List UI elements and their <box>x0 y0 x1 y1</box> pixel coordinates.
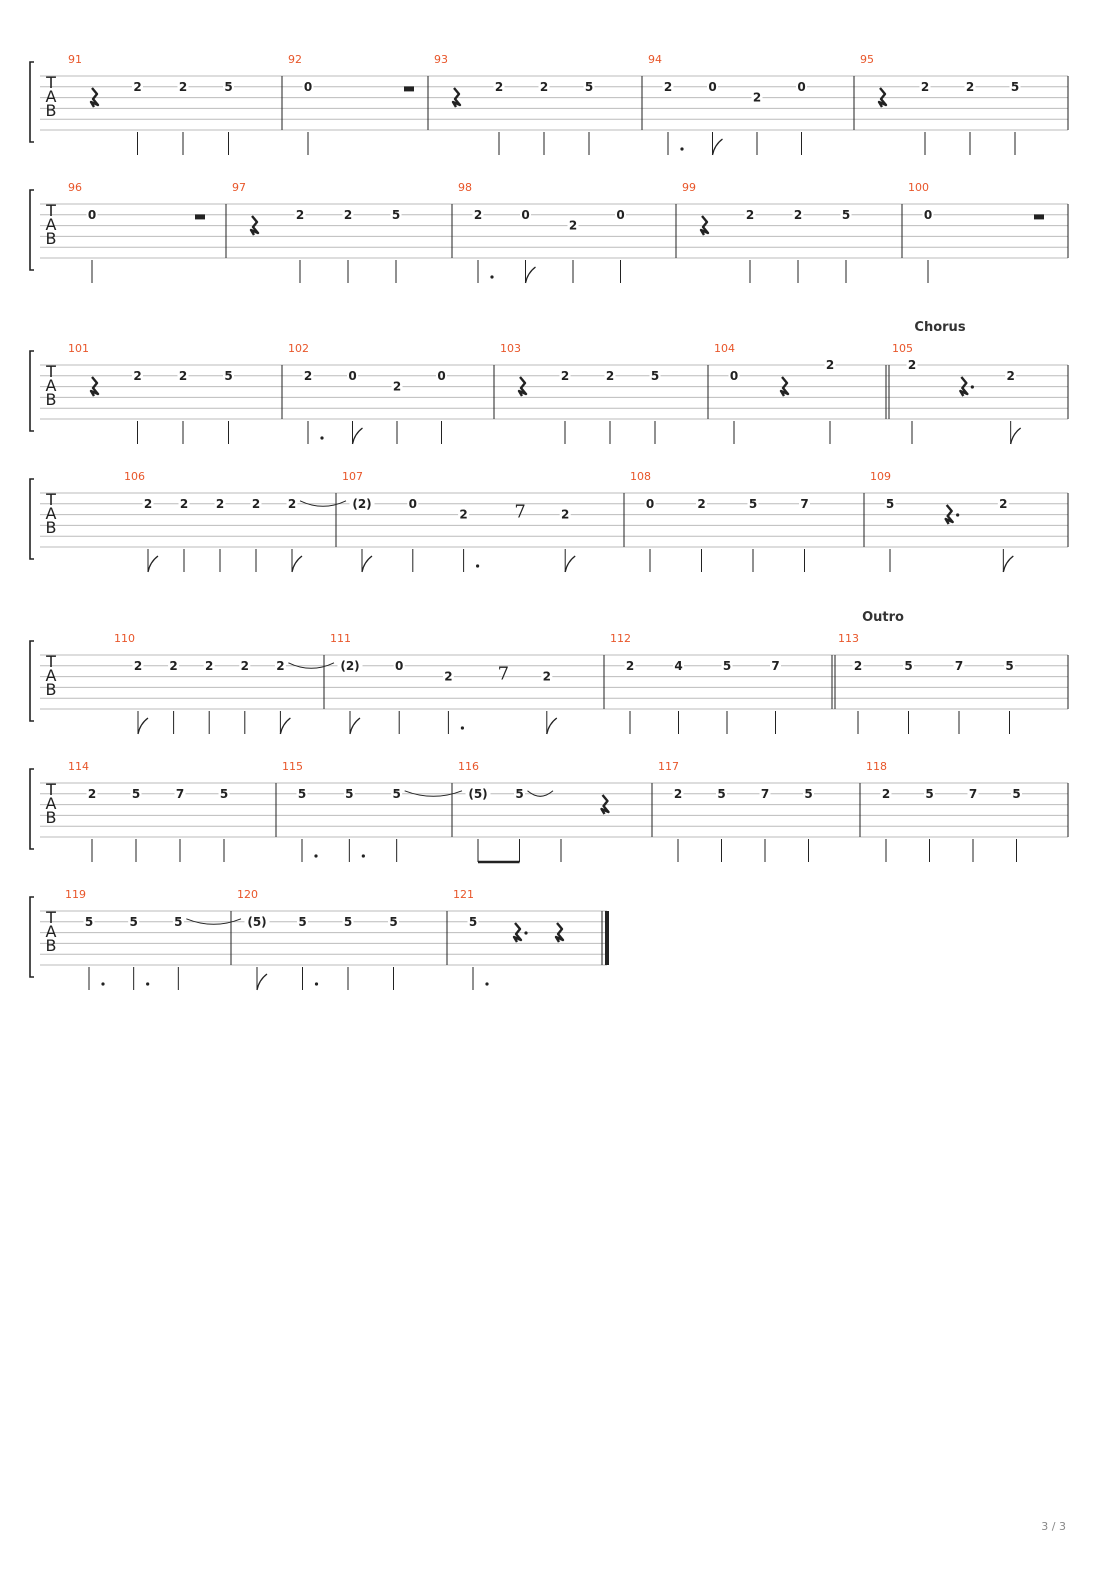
fret-number: 5 <box>343 914 353 929</box>
fret-number: 2 <box>251 496 261 511</box>
note-flag <box>257 974 267 990</box>
system-bracket <box>30 769 34 849</box>
fret-number: (5) <box>247 914 267 929</box>
rhythm-dot <box>314 854 317 857</box>
rest-dot <box>524 931 527 934</box>
tab-system <box>30 181 1068 283</box>
fret-number: 2 <box>561 507 570 522</box>
note-flag <box>713 139 723 155</box>
fret-number: 2 <box>752 90 762 105</box>
note-flag <box>1011 428 1021 444</box>
measure-number: 105 <box>892 342 913 355</box>
measure <box>708 342 836 444</box>
page-number: 3 / 3 <box>1041 1520 1066 1533</box>
fret-number: 0 <box>408 496 417 511</box>
measure-number: 93 <box>434 53 448 66</box>
measure <box>832 632 1015 734</box>
measure-number: 113 <box>838 632 859 645</box>
fret-number: 2 <box>295 207 305 222</box>
fret-number: 2 <box>568 218 578 233</box>
fret-number: 2 <box>287 496 297 511</box>
measure <box>231 888 399 990</box>
fret-number: 5 <box>748 496 758 511</box>
note-flag <box>526 267 536 283</box>
tab-system <box>30 888 609 990</box>
fret-number: 2 <box>825 358 835 372</box>
tab-clef-letter: A <box>45 376 57 395</box>
fret-number: (5) <box>468 786 488 801</box>
note-flag <box>292 556 302 572</box>
fret-number: 2 <box>494 79 504 94</box>
fret-number: 5 <box>224 368 233 383</box>
fret-number: 2 <box>1006 368 1015 383</box>
tab-clef-letter: T <box>46 908 56 927</box>
fret-number: 2 <box>87 786 97 801</box>
fret-number: 5 <box>841 207 851 222</box>
measure <box>65 888 241 990</box>
measure <box>886 342 1021 444</box>
measure-number: 114 <box>68 760 89 773</box>
fret-number: 0 <box>348 368 357 383</box>
tab-clef-letter: B <box>45 808 57 827</box>
measure-number: 95 <box>860 53 874 66</box>
tab-system <box>30 53 1068 155</box>
fret-number: 2 <box>240 658 249 673</box>
fret-number: 0 <box>797 79 806 94</box>
tab-system <box>30 470 1068 572</box>
fret-number: 5 <box>804 786 813 801</box>
half-rest <box>404 86 414 91</box>
tab-system <box>30 610 1068 734</box>
fret-number: 2 <box>745 207 755 222</box>
final-barline-thick <box>605 911 609 965</box>
tab-clef-letter: T <box>46 652 56 671</box>
rhythm-dot <box>490 275 493 278</box>
measure-number: 121 <box>453 888 474 901</box>
eighth-rest: 7 <box>514 501 526 523</box>
tab-system <box>30 760 1068 862</box>
fret-number: 2 <box>625 658 635 673</box>
fret-number: 2 <box>343 207 353 222</box>
measure <box>624 470 810 572</box>
measure <box>452 760 609 862</box>
fret-number: 7 <box>760 786 770 801</box>
measure-number: 101 <box>68 342 89 355</box>
fret-number: 0 <box>645 496 655 511</box>
fret-number: (2) <box>340 658 360 673</box>
fret-number: 5 <box>129 914 138 929</box>
fret-number: 2 <box>793 207 803 222</box>
tab-clef-letter: B <box>45 229 57 248</box>
measure <box>447 888 563 990</box>
fret-number: 2 <box>178 368 188 383</box>
measure-number: 91 <box>68 53 82 66</box>
fret-number: 5 <box>650 368 660 383</box>
rhythm-dot <box>461 726 464 729</box>
fret-number: 5 <box>584 79 594 94</box>
fret-number: 5 <box>925 786 934 801</box>
fret-number: 2 <box>881 786 891 801</box>
tab-clef-letter: A <box>45 922 57 941</box>
measure <box>282 53 414 155</box>
fret-number: 0 <box>303 79 313 94</box>
fret-number: 5 <box>885 496 895 511</box>
measure <box>494 342 661 444</box>
fret-number: 4 <box>674 658 683 673</box>
fret-number: 0 <box>616 207 625 222</box>
section-title: Chorus <box>914 320 966 335</box>
fret-number: 5 <box>391 207 401 222</box>
fret-number: 5 <box>717 786 726 801</box>
fret-number: 2 <box>133 368 142 383</box>
fret-number: 2 <box>179 496 189 511</box>
measure-number: 100 <box>908 181 929 194</box>
measure-number: 109 <box>870 470 891 483</box>
tab-clef-letter: T <box>46 201 56 220</box>
fret-number: 2 <box>560 368 570 383</box>
rhythm-dot <box>315 982 318 985</box>
system-bracket <box>30 62 34 142</box>
rhythm-dot <box>320 436 323 439</box>
tab-clef-letter: A <box>45 87 57 106</box>
fret-number: 7 <box>800 496 809 511</box>
system-bracket <box>30 641 34 721</box>
rhythm-dot <box>680 147 683 150</box>
measure <box>452 181 626 283</box>
measure-number: 119 <box>65 888 86 901</box>
tab-clef-letter: B <box>45 101 57 120</box>
fret-number: 2 <box>392 379 402 394</box>
measure <box>642 53 807 155</box>
fret-number: 2 <box>965 79 975 94</box>
measure <box>226 181 402 283</box>
note-flag <box>138 718 148 734</box>
measure-number: 97 <box>232 181 246 194</box>
half-rest <box>1034 214 1044 219</box>
fret-number: 5 <box>345 786 354 801</box>
measure-number: 103 <box>500 342 521 355</box>
fret-number: 2 <box>605 368 615 383</box>
measure-number: 106 <box>124 470 145 483</box>
measure-number: 120 <box>237 888 258 901</box>
fret-number: 5 <box>515 786 524 801</box>
fret-number: 2 <box>169 658 178 673</box>
measure-number: 111 <box>330 632 351 645</box>
fret-number: 2 <box>539 79 549 94</box>
fret-number: 7 <box>175 786 185 801</box>
tab-clef-letter: T <box>46 362 56 381</box>
fret-number: 5 <box>224 79 233 94</box>
measure-number: 107 <box>342 470 363 483</box>
fret-number: 5 <box>1010 79 1020 94</box>
fret-number: 2 <box>303 368 313 383</box>
fret-number: 2 <box>853 658 863 673</box>
measure-number: 104 <box>714 342 735 355</box>
fret-number: 2 <box>663 79 673 94</box>
tab-system <box>30 320 1068 444</box>
half-rest <box>195 214 205 219</box>
measure-number: 118 <box>866 760 887 773</box>
measure-number: 110 <box>114 632 135 645</box>
measure-number: 115 <box>282 760 303 773</box>
fret-number: (2) <box>352 496 372 511</box>
fret-number: 5 <box>1012 786 1021 801</box>
fret-number: 2 <box>215 496 225 511</box>
measure <box>68 53 234 155</box>
fret-number: 5 <box>904 658 913 673</box>
measure <box>860 760 1022 862</box>
measure-number: 108 <box>630 470 651 483</box>
note-flag <box>353 428 363 444</box>
measure <box>124 470 346 572</box>
tab-clef-letter: B <box>45 936 57 955</box>
system-bracket <box>30 479 34 559</box>
fret-number: 2 <box>999 496 1008 511</box>
fret-number: 5 <box>84 914 94 929</box>
fret-number: 2 <box>920 79 930 94</box>
measure <box>324 632 557 734</box>
measure-number: 116 <box>458 760 479 773</box>
rhythm-dot <box>362 854 365 857</box>
eighth-rest: 7 <box>497 663 510 685</box>
fret-number: 5 <box>1005 658 1014 673</box>
fret-number: 2 <box>178 79 188 94</box>
measure-number: 117 <box>658 760 679 773</box>
measure <box>336 470 575 572</box>
measure <box>114 632 334 734</box>
rhythm-dot <box>476 564 479 567</box>
measure <box>276 760 462 862</box>
measure <box>428 53 595 155</box>
tab-clef-letter: T <box>46 73 56 92</box>
measure-number: 98 <box>458 181 472 194</box>
tab-clef-letter: B <box>45 518 57 537</box>
fret-number: 5 <box>174 914 183 929</box>
note-flag <box>280 718 290 734</box>
measure <box>604 632 781 734</box>
tab-clef-letter: B <box>45 680 57 699</box>
tab-clef-letter: T <box>46 780 56 799</box>
fret-number: 7 <box>771 658 780 673</box>
system-bracket <box>30 897 34 977</box>
fret-number: 0 <box>437 368 446 383</box>
fret-number: 5 <box>298 914 307 929</box>
fret-number: 5 <box>722 658 732 673</box>
measure-number: 94 <box>648 53 662 66</box>
fret-number: 7 <box>968 786 978 801</box>
fret-number: 0 <box>521 207 530 222</box>
fret-number: 2 <box>673 786 683 801</box>
tab-clef-letter: A <box>45 504 57 523</box>
note-flag <box>547 718 557 734</box>
measure <box>676 181 852 283</box>
measure <box>68 181 205 283</box>
fret-number: 2 <box>444 669 453 684</box>
measure <box>68 342 234 444</box>
fret-number: 5 <box>392 786 401 801</box>
tab-clef-letter: A <box>45 794 57 813</box>
tab-clef-letter: A <box>45 666 57 685</box>
system-bracket <box>30 190 34 270</box>
measure <box>68 760 230 862</box>
measure <box>652 760 814 862</box>
fret-number: 5 <box>219 786 229 801</box>
note-flag <box>1003 556 1013 572</box>
fret-number: 0 <box>87 207 97 222</box>
measure-number: 92 <box>288 53 302 66</box>
fret-number: 5 <box>468 914 478 929</box>
rhythm-dot <box>146 982 149 985</box>
fret-number: 2 <box>133 658 143 673</box>
rhythm-dot <box>485 982 488 985</box>
measure <box>854 53 1021 155</box>
note-flag <box>565 556 575 572</box>
measure <box>282 342 447 444</box>
rhythm-dot <box>101 982 104 985</box>
tab-clef-letter: A <box>45 215 57 234</box>
measure-number: 99 <box>682 181 696 194</box>
measure-number: 102 <box>288 342 309 355</box>
fret-number: 7 <box>954 658 964 673</box>
fret-number: 2 <box>907 358 917 372</box>
tab-clef-letter: B <box>45 390 57 409</box>
fret-number: 2 <box>697 496 706 511</box>
measure-number: 96 <box>68 181 82 194</box>
measure <box>902 181 1044 283</box>
fret-number: 2 <box>133 79 142 94</box>
fret-number: 2 <box>276 658 285 673</box>
section-title: Outro <box>862 610 904 625</box>
measure-number: 112 <box>610 632 631 645</box>
fret-number: 2 <box>459 507 468 522</box>
rest-dot <box>971 385 974 388</box>
fret-number: 0 <box>708 79 717 94</box>
fret-number: 5 <box>389 914 398 929</box>
rest-dot <box>956 513 959 516</box>
note-flag <box>362 556 372 572</box>
note-flag <box>148 556 158 572</box>
note-flag <box>350 718 360 734</box>
fret-number: 0 <box>395 658 404 673</box>
fret-number: 0 <box>923 207 933 222</box>
fret-number: 2 <box>473 207 483 222</box>
fret-number: 5 <box>297 786 307 801</box>
fret-number: 2 <box>205 658 214 673</box>
fret-number: 0 <box>729 368 739 383</box>
fret-number: 2 <box>542 669 551 684</box>
measure <box>864 470 1013 572</box>
fret-number: 5 <box>131 786 141 801</box>
tab-clef-letter: T <box>46 490 56 509</box>
fret-number: 2 <box>143 496 153 511</box>
system-bracket <box>30 351 34 431</box>
